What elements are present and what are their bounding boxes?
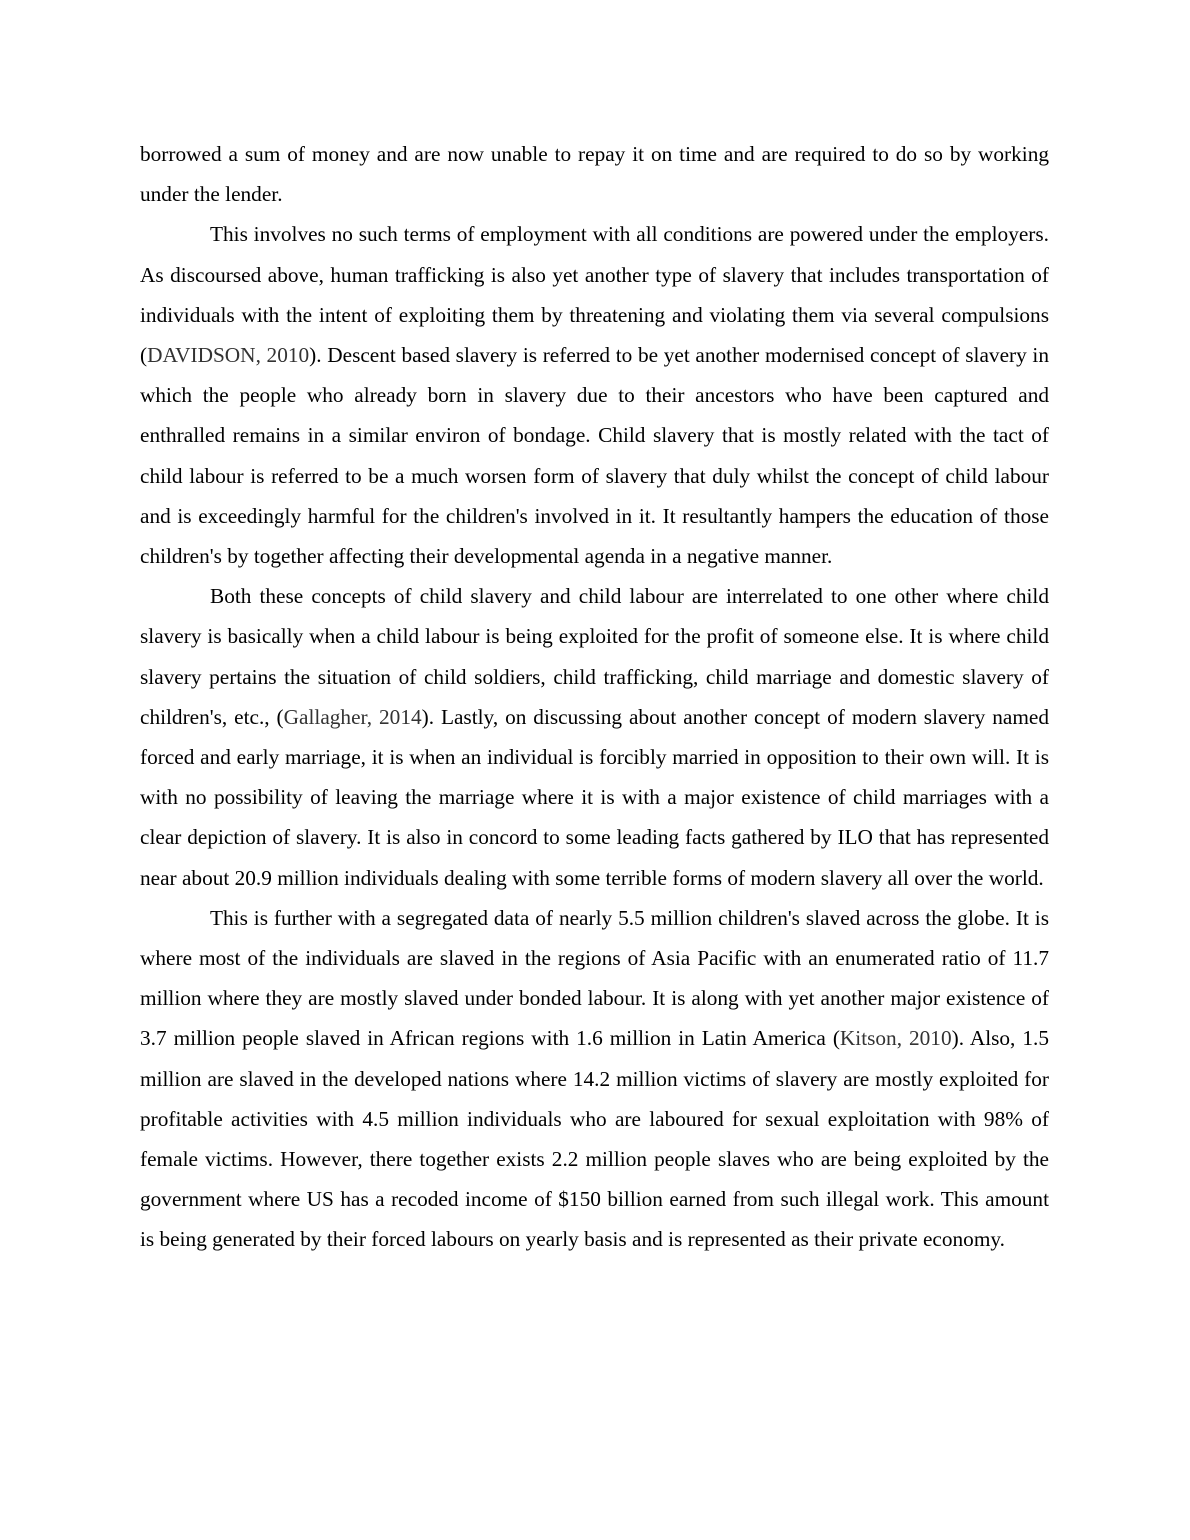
paragraph-1 (140, 134, 1049, 214)
paragraph-4-text-b: ). Also, 1.5 million are slaved in the developed nations where 14.2 million victims of slavery are mostly exploited for profitable activities with 4.5 million individuals who are laboured for sexual exploitation with 98% of female victims. However, there together exists 2.2 million people slaves who are being exploited by the government where US has a recoded income of $150 billion earned from such illegal work. This amount is being generated by their forced labours on yearly basis and is represented as their private economy. (140, 1026, 1049, 1252)
paragraph-2-text-b: ). Descent based slavery is referred to be yet another modernised concept of slavery in which the people who already born in slavery due to their ancestors who have been captured and enthralled remains in a similar environ of bondage. Child slavery that is mostly related with the tact of child labour is referred to be a much worsen form of slavery that duly whilst the concept of child labour and is exceedingly harmful for the children's involved in it. It resultantly hampers the education of those children's by together affecting their developmental agenda in a negative manner. (140, 343, 1049, 569)
citation-kitson-2010: Kitson, 2010 (839, 1026, 952, 1051)
paragraph-1-text: borrowed a sum of money and are now unable to repay it on time and are required to do so by working under the lender. (140, 142, 1049, 207)
paragraph-3-text-b: ). Lastly, on discussing about another concept of modern slavery named forced and early marriage, it is when an individual is forcibly married in opposition to their own will. It is with no possibility of leaving the marriage where it is with a major existence of child marriages with a clear depiction of slavery. It is also in concord to some leading facts gathered by ILO that has represented near about 20.9 million individuals dealing with some terrible forms of modern slavery all over the world. (140, 704, 1049, 890)
paragraph-2 (140, 214, 1049, 576)
paragraph-4 (140, 898, 1049, 1260)
citation-gallagher-2014: Gallagher, 2014 (283, 704, 422, 729)
paragraph-3 (140, 576, 1049, 898)
paragraph-4-text-a: This is further with a segregated data of nearly 5.5 million children's slaved across the globe. It is where most of the individuals are slaved in the regions of Asia Pacific with an enumerated ratio of 11.7 million where they are mostly slaved under bonded labour. It is along with yet another major existence of 3.7 million people slaved in African regions with 1.6 million in Latin America ( (140, 905, 1049, 1051)
citation-davidson-2010: DAVIDSON, 2010 (147, 343, 310, 368)
paragraph-2-text-a: This involves no such terms of employment with all conditions are powered under the employers. As discoursed above, human trafficking is also yet another type of slavery that includes transportation of individuals with the intent of exploiting them by threatening and violating them via several compulsions ( (140, 222, 1049, 368)
paragraph-3-text-a: Both these concepts of child slavery and child labour are interrelated to one other where child slavery is basically when a child labour is being exploited for the profit of someone else. It is where child slavery pertains the situation of child soldiers, child trafficking, child marriage and domestic slavery of children's, etc., ( (140, 584, 1049, 729)
document-page (140, 134, 1049, 1260)
